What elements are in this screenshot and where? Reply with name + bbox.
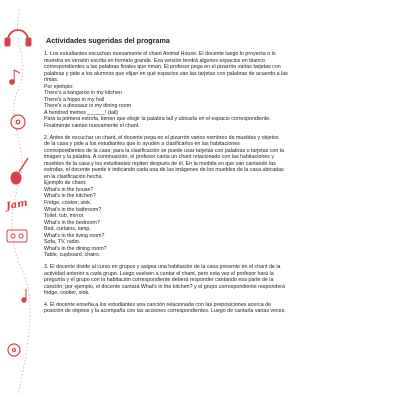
text-line: en la clasificación hecha. [44,173,103,180]
text-line: pregunta y el grupo con la habitación correspondiente deberá responder cantando esa parte de la [44,277,274,284]
text-line: 4. El docente enseña a los estudiantes una canción relacionada con las preposiciones acerca de [44,301,272,308]
text-line: posición de objetos y la acompaña con las acciones correspondientes. Luego de cantarla varias veces, [44,308,286,315]
text-line: What's in the bathroom? [44,206,102,213]
cd-icon [8,344,20,356]
guitar-icon [11,158,28,184]
text-line: imagen y la palabra. A continuación, el profesor canta un chant relacionado con las habitaciones y [44,154,274,161]
text-line: 1. Los estudiantes escuchan nuevamente el chant Animal House. El docente luego lo proyecta o lo [44,51,276,57]
document-body [44,36,384,315]
cd-icon [11,115,25,129]
cassette-icon [7,230,27,242]
text-line: Ejemplo de chant: [44,180,87,187]
text-line: Fridge, cooker, sink. [44,200,92,207]
text-line: Sofa, TV, radio. [44,239,81,246]
text-line: A hundred metres ______! (tall) [44,109,119,116]
text-line: What's in the kitchen? [44,193,96,200]
text-line: rimas. [44,77,59,84]
page-title: Actividades sugeridas del programa [46,36,170,45]
text-line: de la casa y pide a los estudiantes que lo ayuden a clasificarlos en las habitaciones [44,141,240,148]
text-line: fridge, cooker, sink. [44,290,90,297]
text-line: There's a dinosaur in my dining room [44,103,131,110]
jam-label: Jam [5,197,29,213]
text-line: There's a hippo in my hall [44,96,105,103]
text-line: Bed, curtains, lamp. [44,226,91,233]
text-line: Para la primera estrofa, tienen que elegir la palabra tall y ubicarla en el espacio correspondiente. [44,116,271,123]
text-line: correspondientes de la casa; para la clasificación se puede usar tarjetas con palabras o tarjetas con la [44,147,284,154]
text-line: muebles de la casa y los estudiantes repiten después de él. En la medida en que van cantando las [44,160,276,167]
music-note-icon [22,289,26,302]
text-line: muestra en versión escrita en formato grande. Esa versión tendrá algunos espacios en blanco [44,57,265,64]
text-line: What's in the living room? [44,232,105,239]
text-line: Por ejemplo: [44,83,74,90]
text-line: What's in the dining room? [44,245,107,252]
text-line: What's in the bedroom? [44,219,100,226]
text-line: canción; por ejemplo, el docente cantará What's in the kitchen? y el grupo correspondiente responderá [44,283,285,290]
music-note-icon [10,70,20,84]
text-line: Table, cupboard, chairs. [44,252,101,259]
text-line: estrofas, el docente puede ir indicando cada una de las imágenes de los muebles de la casa ubicadas [44,167,284,174]
text-line: Toilet, tub, mirror. [44,213,85,220]
decorative-margin [0,0,40,400]
text-line: palabras y pide a los alumnos que elijan en qué espacios van las tarjetas con palabras de acuerdo a las [44,70,288,77]
text-line: 2. Antes de escuchar un chant, el docente pega en el pizarrón varios nombres de muebles y objetos [44,134,279,141]
text-line: actividad anterior a cada grupo. Luego vuelven a cantar el chant, pero esta vez el profesor hará la [44,270,274,277]
text-line: 3. El docente divide al curso en grupos y asigna una habitación de la casa presente en el chant de la [44,263,281,270]
text-line: correspondientes a las palabras finales que riman. El profesor pega en el pizarrón varias tarjetas con [44,64,281,71]
text-line: What's in the house? [44,186,94,193]
text-line: There's a kangaroo in my kitchen [44,90,122,97]
activity-text [44,51,384,315]
text-line: Finalmente cantan nuevamente el chant. [44,123,140,130]
